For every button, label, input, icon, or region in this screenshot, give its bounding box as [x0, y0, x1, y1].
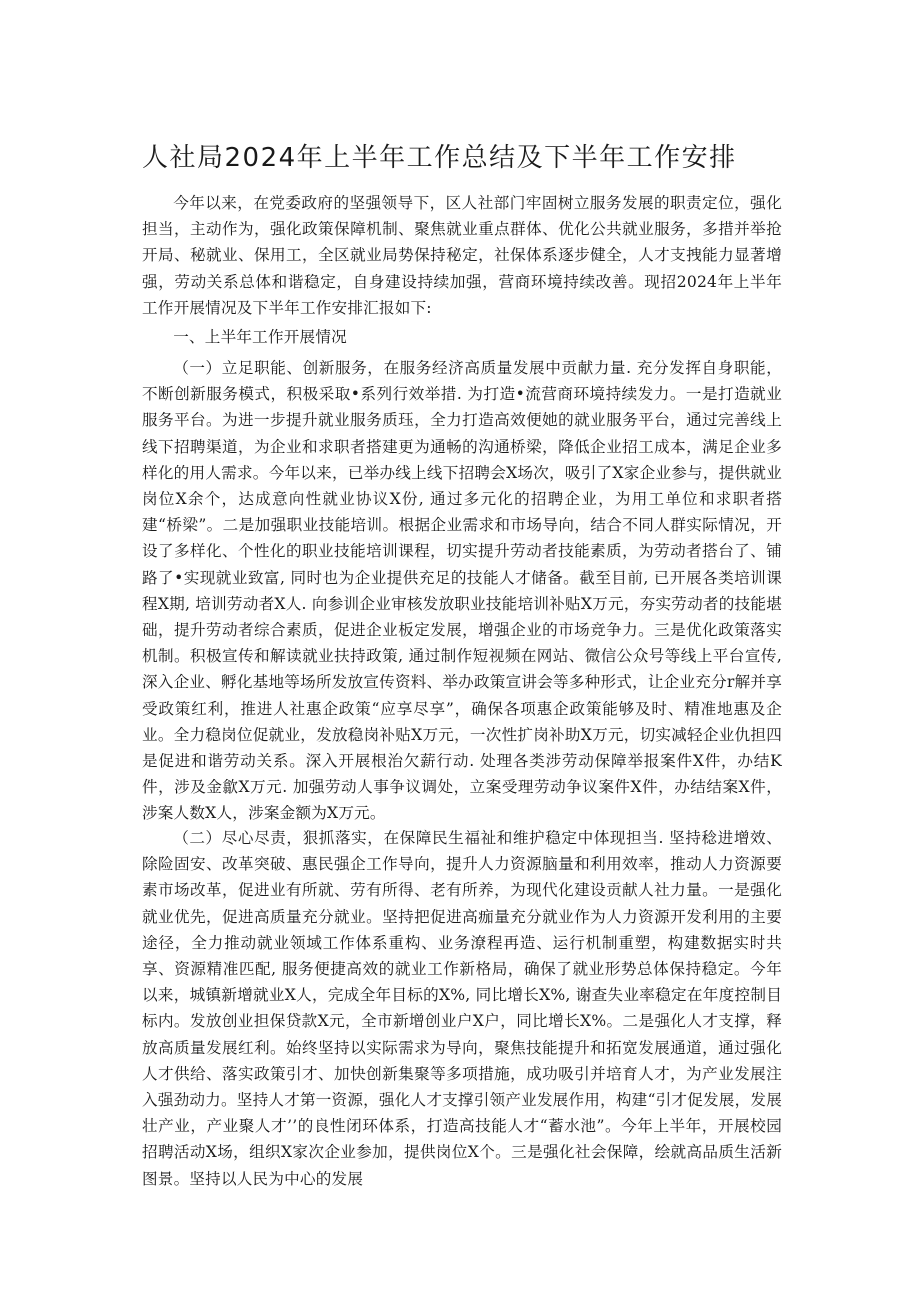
document-title: 人社局2024年上半年工作总结及下半年工作安排: [142, 143, 737, 173]
intro-paragraph: 今年以来，在党委政府的坚强领导下，区人社部门牢固树立服务发展的职责定位，强化担当，主动作为，强化政策保障机制、聚焦就业重点群体、优化公共就业服务，多措并举抢开局、秘就业、保用工，全区就业局势保持秘定，社保体系逐步健全，人才支拽能力显著增强，劳动关系总体和谐稳定，自身建设持续加强，营商环境持续改善。现招2024年上半年工作开展情况及下半年工作安排汇报如下:: [142, 194, 782, 317]
item-one-paragraph: （一）立足职能、创新服务，在服务经济高质量发展中贡献力量. 充分发挥自身职能，不断创新服务模式，积极采取•系列行效举措. 为打造•流营商环境持续发力。一是打造就业服务平台。为进一步提升就业服务质珏，全力打造高效便她的就业服务平台，通过完善线上线下招聘渠道，为企业和求职者搭建更为通畅的沟通桥梁，降低企业招工成本，满足企业多样化的用人需求。今年以来，已举办线上线下招聘会X场次，吸引了X家企业参与，提供就业岗位X余个，达成意向性就业协议X份, 通过多元化的招聘企业，为用工单位和求职者搭建“桥梁”。二是加强职业技能培训。根据企业需求和市场导向，结合不同人群实际情况，开设了多样化、个性化的职业技能培训课程，切实提升劳动者技能素质，为劳动者搭台了、铺路了•实现就业致富, 同时也为企业提供充足的技能人才储备。截至目前, 已开展各类培训课程X期, 培训劳动者X人. 向参训企业审核发放职业技能培训补贴X万元，夯实劳动者的技能堪础，提升劳动者综合素质，促进企业板定发展，增强企业的市场竞争力。三是优化政策落实机制。积极宣传和解读就业扶持政策, 通过制作短视频在网站、微信公众号等线上平台宣传, 深入企业、孵化基地等场所发放宣传资料、举办政策宣讲会等多种形式，让企业充分r解并享受政策红利，推进人社惠企政策“应享尽享”，确保各项惠企政策能够及时、精准地惠及企业。全力稳岗位促就业，发放稳岗补贴X万元，一次性扩岗补助X万元，切实减轻企业仇担四是促进和谐劳动关系。深入开展根治欠薪行动. 处理各类涉劳动保障举报案件X件，办结K件，涉及金歙X万元. 加强劳动人事争议调处，立案受理劳动争议案件X件，办结结案X件，涉案人数X人，涉案金额为X万元。: [142, 359, 782, 823]
item-two-paragraph: （二）尽心尽责，狠抓落实，在保障民生福祉和维护稳定中体现担当. 坚持稔进增效、除险固安、改革突破、惠民强企工作导向，提升人力资源脑量和利用效率，推动人力资源要素市场改革，促进业有所就、劳有所得、老有所养，为现代化建设贡献人社力量。一是强化就业优先，促进高质量充分就业。坚持把促进高痂量充分就业作为人力资源开发利用的主要途径，全力推动就业领域工作体系重构、业务潦程再造、运行机制重塑，构建数据实时共享、资源精准匹配, 服务便捷高效的就业工作新格局，确保了就业形势总体保持稳定。今年以来，城镇新增就业X人，完成全年目标的X%, 同比增长X%, 谢查失业率稳定在年度控制目标内。发放创业担保贷款X元，全市新增创业户X户，同比增长X%。二是强化人才支撑，释放高质量发展红利。始终坚持以实际需求为导向，聚焦技能提升和拓宽发展通道，通过强化人才供给、落实政策引才、加快创新集聚等多项措施，成功吸引并培育人才，为产业发展注入强劲动力。坚持人才第一资源，强化人才支撑引领产业发展作用，构建“引才促发展，发展壮产业，产业聚人才’’的良性闭环体系，打造高技能人才“蓄水池”。今年上半年，开展校园招聘活动X场，组织X家次企业参加，提供岗位X个。三是强化社会保障，绘就高品质生活新图景。坚持以人民为中心的发展: [142, 829, 782, 1188]
section-heading: 一、上半年工作开展情况: [173, 328, 347, 346]
